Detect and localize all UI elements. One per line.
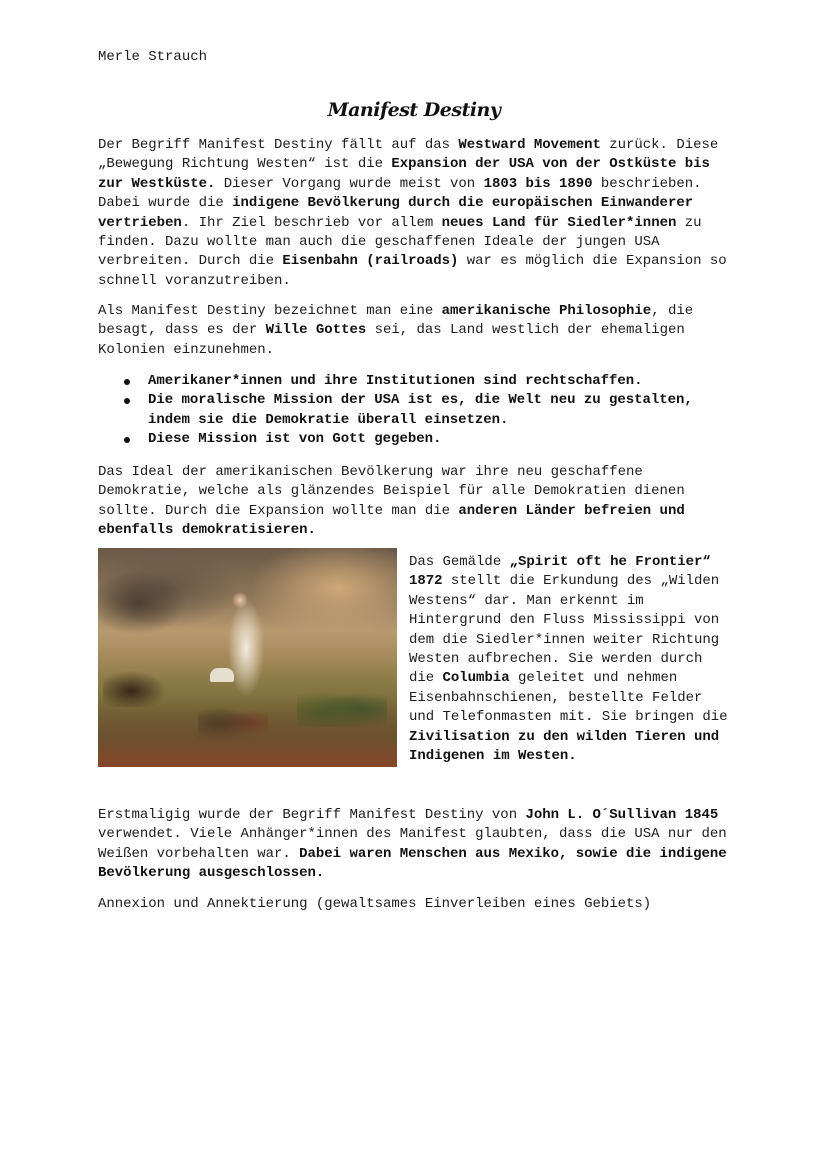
- text-line: [98, 302, 738, 321]
- text-run: „Bewegung Richtung Westen“ ist die: [98, 156, 392, 173]
- bold-text: neues Land für Siedler*innen: [441, 214, 677, 231]
- text-line: [409, 592, 749, 611]
- text-line: [98, 233, 738, 252]
- text-line: [98, 502, 738, 521]
- text-run: sei, das Land westlich der ehemaligen: [366, 322, 685, 339]
- bold-text: Eisenbahn (railroads): [282, 253, 459, 270]
- painting-caption: [409, 553, 749, 766]
- text-line: [409, 650, 749, 669]
- text-run: Dabei wurde die: [98, 195, 233, 212]
- author-name: Merle Strauch: [98, 49, 207, 65]
- text-line: [98, 136, 738, 155]
- text-line: [98, 864, 738, 883]
- bullet-icon: [124, 437, 130, 443]
- bold-text: 1803 bis 1890: [483, 175, 593, 192]
- text-run: Erstmaligig wurde der Begriff Manifest Destiny von: [98, 807, 526, 823]
- text-run: sollte. Durch die Expansion wollte man die: [98, 502, 459, 519]
- text-line: [409, 708, 749, 727]
- text-line: [98, 845, 738, 864]
- text-run: Dieser Vorgang wurde meist von: [215, 175, 484, 192]
- text-run: Demokratie, welche als glänzendes Beispiel für alle Demokratien dienen: [98, 483, 685, 500]
- bold-text: ebenfalls demokratisieren.: [98, 522, 316, 539]
- text-line: [98, 155, 738, 174]
- bold-text: anderen Länder befreien und: [458, 502, 685, 519]
- text-line: [409, 572, 749, 591]
- text-line: [98, 194, 738, 213]
- text-line: [98, 806, 738, 825]
- text-run: Das Ideal der amerikanischen Bevölkerung war ihre neu geschaffene: [98, 464, 643, 480]
- text-line: [98, 175, 738, 194]
- painting-image: [98, 548, 397, 767]
- text-run: besagt, dass es der: [98, 322, 266, 339]
- bold-text: Wille Gottes: [265, 322, 367, 339]
- text-line: [409, 747, 749, 766]
- bold-text: Expansion der USA von der Ostküste bis: [391, 156, 710, 173]
- text-line: [409, 689, 749, 708]
- text-run: verwendet. Viele Anhänger*innen des Manifest glaubten, dass die USA nur den: [98, 826, 727, 843]
- text-line: [409, 669, 749, 688]
- list-item: [98, 391, 738, 430]
- text-run: Eisenbahnschienen, bestellte Felder: [409, 689, 703, 706]
- list-item-text: Amerikaner*innen und ihre Institutionen sind rechtschaffen.: [148, 373, 643, 389]
- bold-text: Dabei waren Menschen aus Mexiko, sowie die indigene: [299, 845, 727, 862]
- text-line: [98, 252, 738, 271]
- text-run: Weißen vorbehalten war.: [98, 845, 300, 862]
- text-run: . Ihr Ziel beschrieb vor allem: [181, 214, 442, 231]
- text-line: [98, 463, 738, 482]
- bold-text: indigene Bevölkerung durch die europäischen Einwanderer: [232, 195, 694, 212]
- bold-text: 1872: [409, 573, 443, 590]
- text-run: Westen aufbrechen. Sie werden durch: [409, 650, 703, 667]
- text-run: Westens“ dar. Man erkennt im: [409, 592, 644, 609]
- intro-paragraph: [98, 136, 738, 291]
- text-line: [98, 214, 738, 233]
- painting-ground: [98, 697, 397, 767]
- text-run: und Telefonmasten mit. Sie bringen die: [409, 709, 728, 726]
- bullet-icon: [124, 398, 130, 404]
- bold-text: John L. O´Sullivan 1845: [525, 807, 719, 823]
- bold-text: zur Westküste.: [98, 175, 216, 192]
- list-item: [98, 372, 738, 391]
- bold-text: Zivilisation zu den wilden Tieren und: [409, 728, 720, 745]
- list-item: [98, 430, 738, 449]
- text-run: verbreiten. Durch die: [98, 253, 283, 270]
- text-run: Der Begriff Manifest Destiny fällt auf das: [98, 137, 459, 153]
- text-run: zu: [676, 214, 702, 231]
- text-run: Kolonien einzunehmen.: [98, 341, 275, 358]
- bold-text: vertrieben: [98, 214, 182, 231]
- belief-list: [98, 372, 738, 450]
- text-run: Das Gemälde: [409, 554, 510, 570]
- text-line: [98, 272, 738, 291]
- text-run: stellt die Erkundung des „Wilden: [442, 573, 720, 590]
- bold-text: Westward Movement: [458, 137, 601, 153]
- annexion-text: Annexion und Annektierung (gewaltsames Einverleiben eines Gebiets): [98, 896, 652, 912]
- philosophy-paragraph: [98, 302, 738, 360]
- bold-text: Columbia: [442, 670, 510, 687]
- text-run: die: [409, 670, 443, 687]
- text-run: geleitet und nehmen: [509, 670, 678, 687]
- text-run: zurück. Diese: [600, 137, 719, 153]
- sullivan-paragraph: [98, 806, 738, 884]
- text-line: [98, 521, 738, 540]
- text-line: [98, 321, 738, 340]
- bold-text: Bevölkerung ausgeschlossen.: [98, 865, 325, 882]
- bold-text: amerikanische Philosophie: [441, 303, 652, 319]
- ideal-paragraph: [98, 463, 738, 541]
- text-run: war es möglich die Expansion so: [458, 253, 727, 270]
- bold-text: Indigenen im Westen.: [409, 747, 577, 764]
- annexion-line: [98, 895, 738, 914]
- text-line: [409, 728, 749, 747]
- document-title: Manifest Destiny: [327, 99, 501, 121]
- text-line: [98, 341, 738, 360]
- text-line: [98, 825, 738, 844]
- text-run: Als Manifest Destiny bezeichnet man eine: [98, 303, 442, 319]
- text-run: beschrieben.: [592, 175, 702, 192]
- bold-text: „Spirit oft he Frontier“: [509, 554, 711, 570]
- text-run: dem die Siedler*innen weiter Richtung: [409, 631, 720, 648]
- list-item-text: Die moralische Mission der USA ist es, die Welt neu zu gestalten,: [148, 392, 693, 409]
- text-run: Hintergrund den Fluss Mississippi von: [409, 612, 720, 629]
- text-line: [409, 611, 749, 630]
- list-item-text: indem sie die Demokratie überall einsetzen.: [148, 411, 509, 428]
- text-run: , die: [651, 303, 694, 319]
- painting-wagon: [210, 668, 234, 682]
- bullet-icon: [124, 379, 130, 385]
- text-run: schnell voranzutreiben.: [98, 272, 291, 289]
- text-line: [98, 482, 738, 501]
- text-line: [409, 631, 749, 650]
- list-item-text: Diese Mission ist von Gott gegeben.: [148, 431, 442, 448]
- text-line: [409, 553, 749, 572]
- text-run: finden. Dazu wollte man auch die geschaffenen Ideale der jungen USA: [98, 233, 660, 250]
